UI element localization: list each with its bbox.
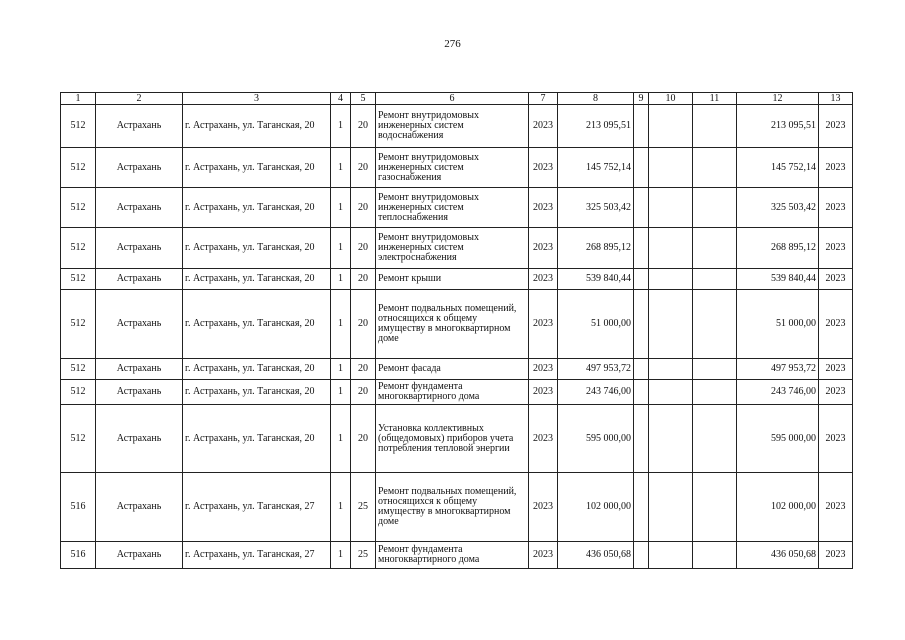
- row-number-cell: 512: [61, 148, 96, 188]
- col5-cell: 20: [351, 269, 376, 290]
- city-cell: Астрахань: [96, 269, 183, 290]
- col13-year-cell: 2023: [819, 290, 853, 359]
- col12-cost-cell: 325 503,42: [737, 188, 819, 228]
- year-cell: 2023: [529, 359, 558, 380]
- work-type-cell: Ремонт фундамента многоквартирного дома: [376, 380, 529, 405]
- total-cost-cell: 325 503,42: [558, 188, 634, 228]
- work-type-cell: Ремонт фундамента многоквартирного дома: [376, 542, 529, 569]
- column-header: 13: [819, 93, 853, 105]
- city-cell: Астрахань: [96, 542, 183, 569]
- table-row: [61, 290, 853, 359]
- address-cell: г. Астрахань, ул. Таганская, 20: [183, 269, 331, 290]
- row-number-cell: 512: [61, 405, 96, 473]
- col5-cell: 20: [351, 228, 376, 269]
- year-cell: 2023: [529, 542, 558, 569]
- col12-cost-cell: 213 095,51: [737, 105, 819, 148]
- col9-cell: [634, 188, 649, 228]
- column-header: 2: [96, 93, 183, 105]
- row-number-cell: 512: [61, 188, 96, 228]
- total-cost-cell: 213 095,51: [558, 105, 634, 148]
- col4-cell: 1: [331, 188, 351, 228]
- col11-cell: [693, 269, 737, 290]
- address-cell: г. Астрахань, ул. Таганская, 20: [183, 405, 331, 473]
- col13-year-cell: 2023: [819, 473, 853, 542]
- col4-cell: 1: [331, 269, 351, 290]
- col11-cell: [693, 290, 737, 359]
- table-row: [61, 269, 853, 290]
- col11-cell: [693, 359, 737, 380]
- work-type-cell: Ремонт подвальных помещений, относящихся к общему имуществу в многоквартирном доме: [376, 473, 529, 542]
- row-number-cell: 512: [61, 228, 96, 269]
- col4-cell: 1: [331, 148, 351, 188]
- column-header: 4: [331, 93, 351, 105]
- col12-cost-cell: 436 050,68: [737, 542, 819, 569]
- city-cell: Астрахань: [96, 473, 183, 542]
- col13-year-cell: 2023: [819, 148, 853, 188]
- col12-cost-cell: 145 752,14: [737, 148, 819, 188]
- col11-cell: [693, 228, 737, 269]
- col9-cell: [634, 105, 649, 148]
- col9-cell: [634, 290, 649, 359]
- col4-cell: 1: [331, 228, 351, 269]
- col10-cell: [649, 290, 693, 359]
- col12-cost-cell: 539 840,44: [737, 269, 819, 290]
- col12-cost-cell: 268 895,12: [737, 228, 819, 269]
- table-row: [61, 188, 853, 228]
- row-number-cell: 512: [61, 269, 96, 290]
- total-cost-cell: 539 840,44: [558, 269, 634, 290]
- col13-year-cell: 2023: [819, 269, 853, 290]
- col11-cell: [693, 542, 737, 569]
- year-cell: 2023: [529, 290, 558, 359]
- table-row: [61, 380, 853, 405]
- col9-cell: [634, 228, 649, 269]
- col12-cost-cell: 51 000,00: [737, 290, 819, 359]
- address-cell: г. Астрахань, ул. Таганская, 20: [183, 188, 331, 228]
- col9-cell: [634, 359, 649, 380]
- col4-cell: 1: [331, 405, 351, 473]
- total-cost-cell: 51 000,00: [558, 290, 634, 359]
- year-cell: 2023: [529, 380, 558, 405]
- col9-cell: [634, 380, 649, 405]
- row-number-cell: 516: [61, 542, 96, 569]
- table-row: [61, 405, 853, 473]
- table-row: [61, 473, 853, 542]
- total-cost-cell: 243 746,00: [558, 380, 634, 405]
- col4-cell: 1: [331, 105, 351, 148]
- col10-cell: [649, 542, 693, 569]
- work-type-cell: Ремонт внутридомовых инженерных систем газоснабжения: [376, 148, 529, 188]
- col9-cell: [634, 405, 649, 473]
- col12-cost-cell: 497 953,72: [737, 359, 819, 380]
- col5-cell: 20: [351, 405, 376, 473]
- work-type-cell: Ремонт внутридомовых инженерных систем электроснабжения: [376, 228, 529, 269]
- address-cell: г. Астрахань, ул. Таганская, 20: [183, 290, 331, 359]
- col13-year-cell: 2023: [819, 359, 853, 380]
- address-cell: г. Астрахань, ул. Таганская, 27: [183, 473, 331, 542]
- address-cell: г. Астрахань, ул. Таганская, 20: [183, 148, 331, 188]
- row-number-cell: 512: [61, 380, 96, 405]
- col13-year-cell: 2023: [819, 188, 853, 228]
- col10-cell: [649, 380, 693, 405]
- city-cell: Астрахань: [96, 228, 183, 269]
- col9-cell: [634, 148, 649, 188]
- year-cell: 2023: [529, 269, 558, 290]
- col12-cost-cell: 595 000,00: [737, 405, 819, 473]
- address-cell: г. Астрахань, ул. Таганская, 20: [183, 228, 331, 269]
- total-cost-cell: 497 953,72: [558, 359, 634, 380]
- header-row: [61, 93, 853, 105]
- col10-cell: [649, 473, 693, 542]
- col10-cell: [649, 148, 693, 188]
- col9-cell: [634, 542, 649, 569]
- col5-cell: 25: [351, 542, 376, 569]
- work-type-cell: Установка коллективных (общедомовых) приборов учета потребления тепловой энергии: [376, 405, 529, 473]
- col10-cell: [649, 269, 693, 290]
- column-header: 8: [558, 93, 634, 105]
- year-cell: 2023: [529, 148, 558, 188]
- year-cell: 2023: [529, 228, 558, 269]
- col5-cell: 20: [351, 105, 376, 148]
- column-header: 12: [737, 93, 819, 105]
- col11-cell: [693, 473, 737, 542]
- col5-cell: 20: [351, 148, 376, 188]
- col10-cell: [649, 359, 693, 380]
- year-cell: 2023: [529, 473, 558, 542]
- col13-year-cell: 2023: [819, 405, 853, 473]
- page-number: 276: [444, 38, 461, 50]
- col11-cell: [693, 405, 737, 473]
- year-cell: 2023: [529, 405, 558, 473]
- city-cell: Астрахань: [96, 148, 183, 188]
- row-number-cell: 512: [61, 105, 96, 148]
- total-cost-cell: 102 000,00: [558, 473, 634, 542]
- col4-cell: 1: [331, 473, 351, 542]
- address-cell: г. Астрахань, ул. Таганская, 20: [183, 105, 331, 148]
- work-type-cell: Ремонт крыши: [376, 269, 529, 290]
- col4-cell: 1: [331, 359, 351, 380]
- column-header: 1: [61, 93, 96, 105]
- col4-cell: 1: [331, 542, 351, 569]
- col4-cell: 1: [331, 380, 351, 405]
- col13-year-cell: 2023: [819, 228, 853, 269]
- col11-cell: [693, 380, 737, 405]
- city-cell: Астрахань: [96, 380, 183, 405]
- column-header: 11: [693, 93, 737, 105]
- col9-cell: [634, 269, 649, 290]
- col5-cell: 20: [351, 359, 376, 380]
- year-cell: 2023: [529, 188, 558, 228]
- col11-cell: [693, 188, 737, 228]
- table-row: [61, 228, 853, 269]
- address-cell: г. Астрахань, ул. Таганская, 27: [183, 542, 331, 569]
- total-cost-cell: 268 895,12: [558, 228, 634, 269]
- total-cost-cell: 145 752,14: [558, 148, 634, 188]
- total-cost-cell: 595 000,00: [558, 405, 634, 473]
- row-number-cell: 512: [61, 359, 96, 380]
- col9-cell: [634, 473, 649, 542]
- col5-cell: 20: [351, 290, 376, 359]
- city-cell: Астрахань: [96, 290, 183, 359]
- table-row: [61, 105, 853, 148]
- city-cell: Астрахань: [96, 405, 183, 473]
- city-cell: Астрахань: [96, 105, 183, 148]
- column-header: 7: [529, 93, 558, 105]
- col4-cell: 1: [331, 290, 351, 359]
- column-header: 10: [649, 93, 693, 105]
- col5-cell: 25: [351, 473, 376, 542]
- col5-cell: 20: [351, 188, 376, 228]
- col10-cell: [649, 105, 693, 148]
- col11-cell: [693, 148, 737, 188]
- works-table: [60, 92, 853, 569]
- column-header: 9: [634, 93, 649, 105]
- col5-cell: 20: [351, 380, 376, 405]
- col12-cost-cell: 243 746,00: [737, 380, 819, 405]
- column-header: 6: [376, 93, 529, 105]
- col13-year-cell: 2023: [819, 105, 853, 148]
- year-cell: 2023: [529, 105, 558, 148]
- work-type-cell: Ремонт внутридомовых инженерных систем водоснабжения: [376, 105, 529, 148]
- col13-year-cell: 2023: [819, 380, 853, 405]
- col10-cell: [649, 405, 693, 473]
- table-row: [61, 542, 853, 569]
- col13-year-cell: 2023: [819, 542, 853, 569]
- city-cell: Астрахань: [96, 188, 183, 228]
- work-type-cell: Ремонт внутридомовых инженерных систем теплоснабжения: [376, 188, 529, 228]
- address-cell: г. Астрахань, ул. Таганская, 20: [183, 380, 331, 405]
- column-header: 5: [351, 93, 376, 105]
- city-cell: Астрахань: [96, 359, 183, 380]
- col11-cell: [693, 105, 737, 148]
- col10-cell: [649, 188, 693, 228]
- col12-cost-cell: 102 000,00: [737, 473, 819, 542]
- row-number-cell: 516: [61, 473, 96, 542]
- work-type-cell: Ремонт фасада: [376, 359, 529, 380]
- table-row: [61, 359, 853, 380]
- work-type-cell: Ремонт подвальных помещений, относящихся к общему имуществу в многоквартирном доме: [376, 290, 529, 359]
- table-row: [61, 148, 853, 188]
- row-number-cell: 512: [61, 290, 96, 359]
- column-header: 3: [183, 93, 331, 105]
- address-cell: г. Астрахань, ул. Таганская, 20: [183, 359, 331, 380]
- table-body: [61, 105, 853, 569]
- total-cost-cell: 436 050,68: [558, 542, 634, 569]
- col10-cell: [649, 228, 693, 269]
